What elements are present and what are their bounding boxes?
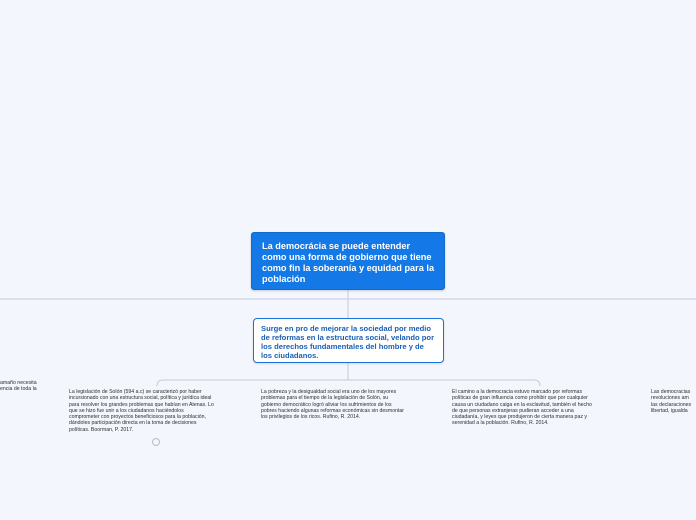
left-partial-topic[interactable]: amaño necesita encia de toda la xyxy=(0,380,37,393)
root-topic[interactable] xyxy=(251,232,445,290)
collapse-toggle-icon[interactable] xyxy=(152,438,160,446)
subtopics-bracket xyxy=(157,380,540,386)
root-topic-text: La democrácia se puede entender como una forma de gobierno que tiene como fin la soberanía y equidad para la población xyxy=(262,241,435,284)
main-topic[interactable] xyxy=(253,318,444,363)
main-topic-text: Surge en pro de mejorar la sociedad por medio de reformas en la estructura social, velando por los derechos fundamentales del hombre y de los ciudadanos. xyxy=(261,324,435,360)
subtopic-right-partial[interactable]: Las democracias revoluciones am las declaraciones libertad, igualda xyxy=(651,389,692,414)
subtopic-path-to-democracy[interactable]: El camino a la democracia estuvo marcado por reformas políticas de gran influencia como prohibir que por cualquier causa un ciudadano caiga en la esclavitud, también el hecho de que personas extranjeras pudieran acceder a una ciudadanía, y leyes que produjeron de cierta manera paz y serenidad a la población. Rufino, R. 2014. xyxy=(452,389,592,427)
subtopic-solon-legislation[interactable]: La legislación de Solón (594 a.c) se caracterizó por haber incursionado con una estructura social, política y jurídica ideal para resolver los grandes problemas que habían en Atenas. Lo que se hizo fue unir a los ciudadanos haciéndolos comprometer con proyectos beneficiosos para la población, dándoles participación directa en la toma de decisiones políticas. Boorman, P. 2017. xyxy=(69,389,214,433)
subtopic-poverty-inequality[interactable]: La pobreza y la desigualdad social era uno de los mayores problemas para el tiempo de la legislación de Solón, su gobierno democrático logró aliviar los sufrimientos de los pobres haciendo algunas reformas económicas sin desmontar los privilegios de los ricos. Rufino, R. 2014. xyxy=(261,389,405,421)
